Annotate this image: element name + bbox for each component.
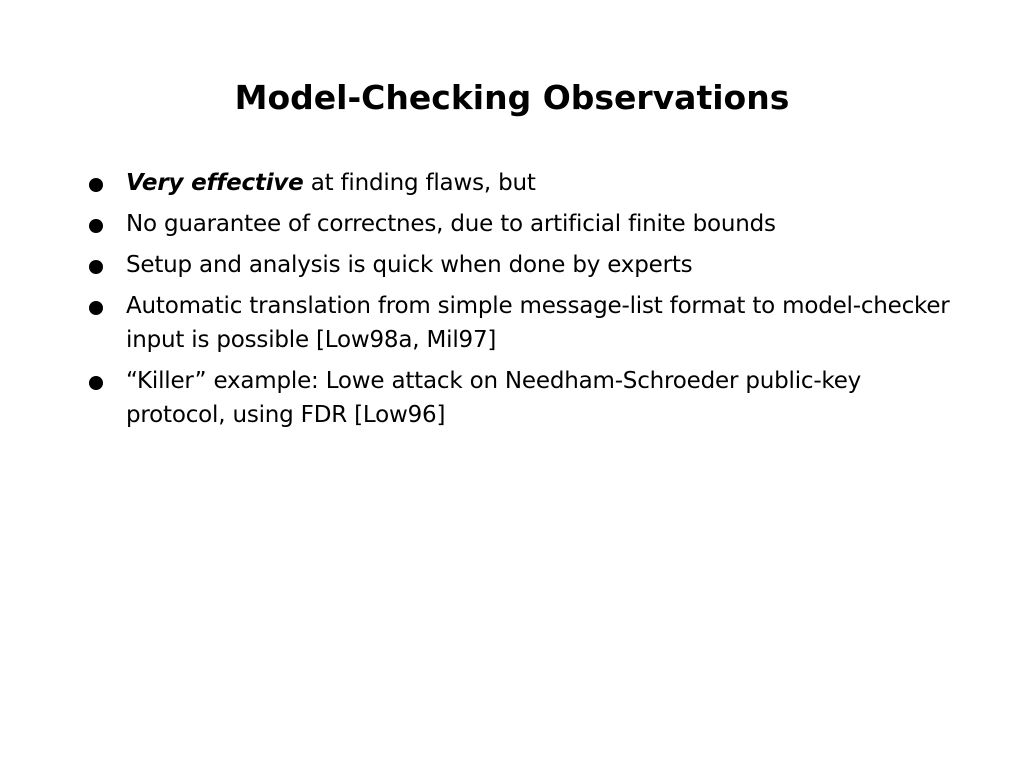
bullet-list [86, 166, 966, 439]
bullet-item [86, 207, 966, 241]
bullet-item [86, 364, 966, 432]
bullet-item [86, 289, 966, 357]
bullet-dot-icon [89, 301, 103, 315]
bullet-item [86, 248, 966, 282]
bullet-text: “Killer” example: Lowe attack on Needham-Schroeder public-key protocol, using FDR [Low96] [126, 368, 862, 428]
bullet-text: at finding flaws, but [303, 170, 536, 196]
bullet-text: No guarantee of correctnes, due to artificial finite bounds [126, 211, 776, 237]
bullet-item [86, 166, 966, 200]
bullet-dot-icon [89, 376, 103, 390]
bullet-text: Setup and analysis is quick when done by experts [126, 252, 693, 278]
bullet-emphasis: Very effective [126, 170, 304, 196]
bullet-dot-icon [89, 219, 103, 233]
bullet-text: Automatic translation from simple message-list format to model-checker input is possible [Low98a, Mil97] [126, 293, 950, 353]
bullet-dot-icon [89, 260, 103, 274]
slide-title: Model-Checking Observations [234, 78, 790, 117]
bullet-dot-icon [89, 178, 103, 192]
